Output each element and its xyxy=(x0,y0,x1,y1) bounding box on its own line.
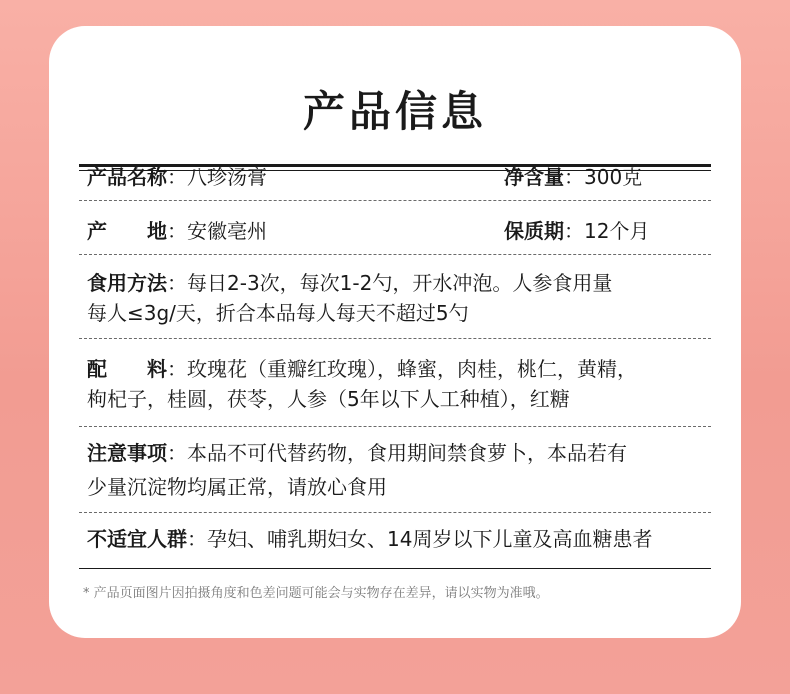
ingredients-text-1: 玫瑰花（重瓣红玫瑰），蜂蜜，肉桂，桃仁，黄精， xyxy=(187,357,637,381)
notice-text-1: 本品不可代替药物，食用期间禁食萝卜，本品若有 xyxy=(187,441,627,465)
row-notice xyxy=(87,438,707,502)
colon: ： xyxy=(167,165,187,189)
notice-line-1 xyxy=(87,438,707,468)
net-content-field xyxy=(504,162,642,192)
disclaimer-footnote: * 产品页面图片因拍摄角度和色差问题可能会与实物存在差异，请以实物为准哦。 xyxy=(83,586,549,601)
row-divider xyxy=(79,512,711,513)
row-divider xyxy=(79,200,711,201)
ingredients-label-char1: 配 xyxy=(87,357,107,381)
colon: ： xyxy=(564,165,584,189)
shelf-life-label: 保质期 xyxy=(504,219,564,243)
colon: ： xyxy=(167,219,187,243)
ingredients-line-1 xyxy=(87,354,707,384)
unsuitable-label: 不适宜人群 xyxy=(87,527,187,551)
colon: ： xyxy=(187,527,207,551)
bottom-divider xyxy=(79,568,711,569)
product-name-value: 八珍汤膏 xyxy=(187,165,267,189)
usage-line-1 xyxy=(87,268,707,298)
product-info-card xyxy=(49,26,741,638)
unsuitable-field xyxy=(87,524,707,554)
row-divider xyxy=(79,254,711,255)
page-title: 产品信息 xyxy=(302,87,487,136)
origin-value: 安徽亳州 xyxy=(187,219,267,243)
net-content-label: 净含量 xyxy=(504,165,564,189)
usage-text-1: 每日2-3次，每次1-2勺，开水冲泡。人参食用量 xyxy=(187,271,613,295)
row-divider xyxy=(79,426,711,427)
row-divider xyxy=(79,338,711,339)
notice-label: 注意事项 xyxy=(87,441,167,465)
unsuitable-value: 孕妇、哺乳期妇女、14周岁以下儿童及高血糖患者 xyxy=(207,527,653,551)
net-content-value: 300克 xyxy=(584,165,643,189)
row-usage xyxy=(87,268,707,328)
origin-label-char2: 地 xyxy=(147,219,167,243)
usage-text-2: 每人≤3g/天，折合本品每人每天不超过5勺 xyxy=(87,301,469,325)
origin-label-char1: 产 xyxy=(87,219,107,243)
colon: ： xyxy=(167,357,187,381)
notice-text-2: 少量沉淀物均属正常，请放心食用 xyxy=(87,475,387,499)
colon: ： xyxy=(167,271,187,295)
row-ingredients xyxy=(87,354,707,414)
colon: ： xyxy=(564,219,584,243)
ingredients-label-char2: 料 xyxy=(147,357,167,381)
product-name-label: 产品名称 xyxy=(87,165,167,189)
product-name-field xyxy=(87,162,267,192)
colon: ： xyxy=(167,441,187,465)
shelf-life-field xyxy=(504,216,649,246)
row-unsuitable xyxy=(87,524,707,554)
ingredients-text-2: 枸杞子，桂圆，茯苓，人参（5年以下人工种植），红糖 xyxy=(87,387,570,411)
shelf-life-value: 12个月 xyxy=(584,219,650,243)
origin-field xyxy=(87,216,267,246)
usage-label: 食用方法 xyxy=(87,271,167,295)
